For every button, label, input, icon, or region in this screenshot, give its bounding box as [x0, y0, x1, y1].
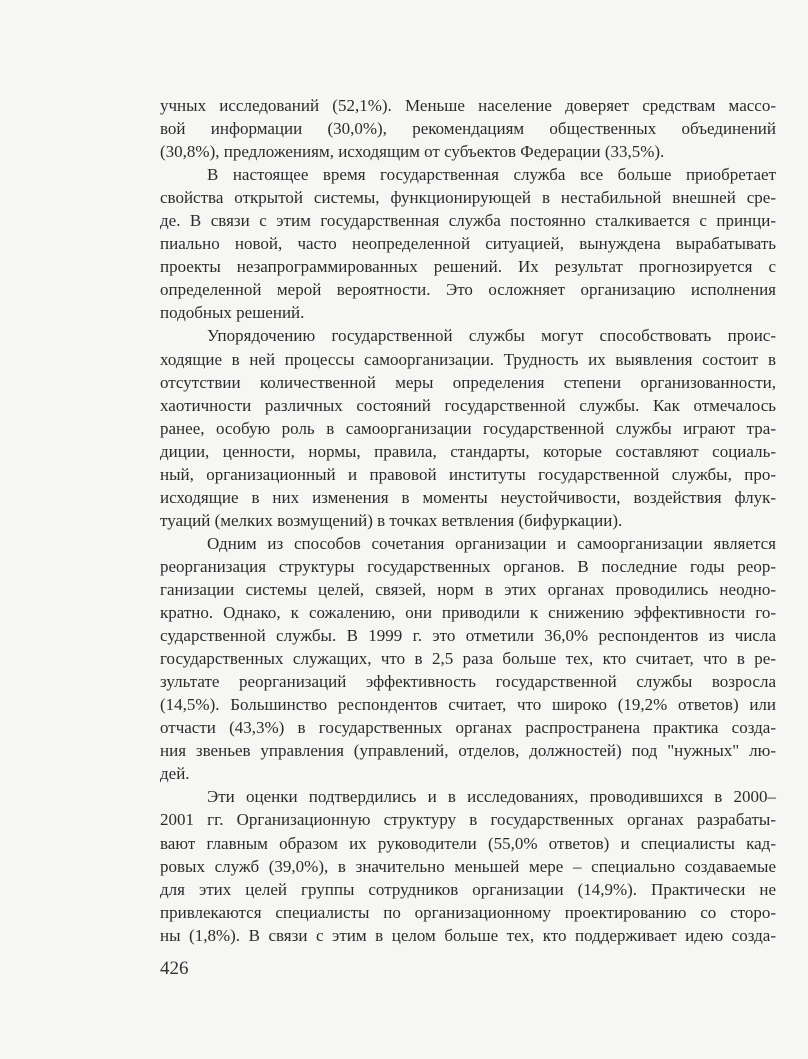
- text-line: государственных служащих, что в 2,5 раза больше тех, кто считает, что в ре-: [160, 649, 776, 669]
- text-line: свойства открытой системы, функционирующей в нестабильной внешней сре-: [160, 188, 776, 208]
- text-line: дей.: [160, 764, 190, 784]
- text-line: вой информации (30,0%), рекомендациям общественных объединений: [160, 119, 776, 139]
- text-line: В настоящее время государственная служба все больше приобретает: [207, 165, 776, 185]
- text-line: отсутствии количественной меры определения степени организованности,: [160, 372, 776, 392]
- page-body: [160, 94, 776, 947]
- text-line: ходящие в ней процессы самоорганизации. Трудность их выявления состоит в: [160, 349, 776, 369]
- text-line: проекты незапрограммированных решений. Их результат прогнозируется с: [160, 257, 776, 277]
- text-line: 2001 гг. Организационную структуру в государственных органах разрабаты-: [160, 810, 776, 830]
- text-line: Одним из способов сочетания организации и самоорганизации является: [207, 533, 776, 553]
- text-line: отчасти (43,3%) в государственных органах распространена практика созда-: [160, 718, 776, 738]
- text-line: ния звеньев управления (управлений, отделов, должностей) под "нужных" лю-: [160, 741, 776, 761]
- text-line: исходящие в них изменения в моменты неустойчивости, воздействия флук-: [160, 487, 776, 507]
- text-line: де. В связи с этим государственная служба постоянно сталкивается с принци-: [160, 211, 776, 231]
- text-line: сударственной службы. В 1999 г. это отметили 36,0% респондентов из числа: [160, 626, 776, 646]
- text-line: для этих целей группы сотрудников организации (14,9%). Практически не: [160, 879, 776, 899]
- text-line: (30,8%), предложениям, исходящим от субъектов Федерации (33,5%).: [160, 142, 665, 162]
- text-line: хаотичности различных состояний государственной службы. Как отмечалось: [160, 395, 776, 415]
- text-line: учных исследований (52,1%). Меньше население доверяет средствам массо-: [160, 96, 776, 115]
- text-line: ровых служб (39,0%), в значительно меньшей мере – специально создаваемые: [160, 856, 776, 876]
- text-line: диции, ценности, нормы, правила, стандарты, которые составляют социаль-: [160, 441, 776, 461]
- paragraph: [160, 163, 776, 324]
- text-line: ранее, особую роль в самоорганизации государственной службы играют тра-: [160, 418, 776, 438]
- text-line: Упорядочению государственной службы могут способствовать проис-: [207, 326, 776, 346]
- text-line: реорганизация структуры государственных органов. В последние годы реор-: [160, 556, 776, 576]
- paragraph: [160, 94, 776, 163]
- text-line: подобных решений.: [160, 303, 305, 323]
- text-line: (14,5%). Большинство респондентов считает, что широко (19,2% ответов) или: [160, 695, 776, 715]
- text-line: кратно. Однако, к сожалению, они приводили к снижению эффективности го-: [160, 603, 776, 623]
- text-line: привлекаются специалисты по организационному проектированию со сторо-: [160, 902, 776, 922]
- text-line: вают главным образом их руководители (55,0% ответов) и специалисты кад-: [160, 833, 776, 853]
- text-line: зультате реорганизаций эффективность государственной службы возросла: [160, 672, 776, 692]
- text-line: ганизации системы целей, связей, норм в этих органах проводились неодно-: [160, 579, 776, 599]
- text-line: определенной мерой вероятности. Это осложняет организацию исполнения: [160, 280, 776, 300]
- text-line: ны (1,8%). В связи с этим в целом больше тех, кто поддерживает идею созда-: [160, 925, 776, 945]
- paragraph: [160, 324, 776, 531]
- text-line: пиально новой, часто неопределенной ситуацией, вынуждена вырабатывать: [160, 234, 776, 254]
- text-line: Эти оценки подтвердились и в исследованиях, проводившихся в 2000–: [207, 787, 776, 807]
- text-line: ный, организационный и правовой институты государственной службы, про-: [160, 464, 776, 484]
- paragraph: [160, 785, 776, 946]
- paragraph: [160, 532, 776, 786]
- text-line: туаций (мелких возмущений) в точках ветвления (бифуркации).: [160, 510, 623, 530]
- page-number: 426: [160, 958, 189, 979]
